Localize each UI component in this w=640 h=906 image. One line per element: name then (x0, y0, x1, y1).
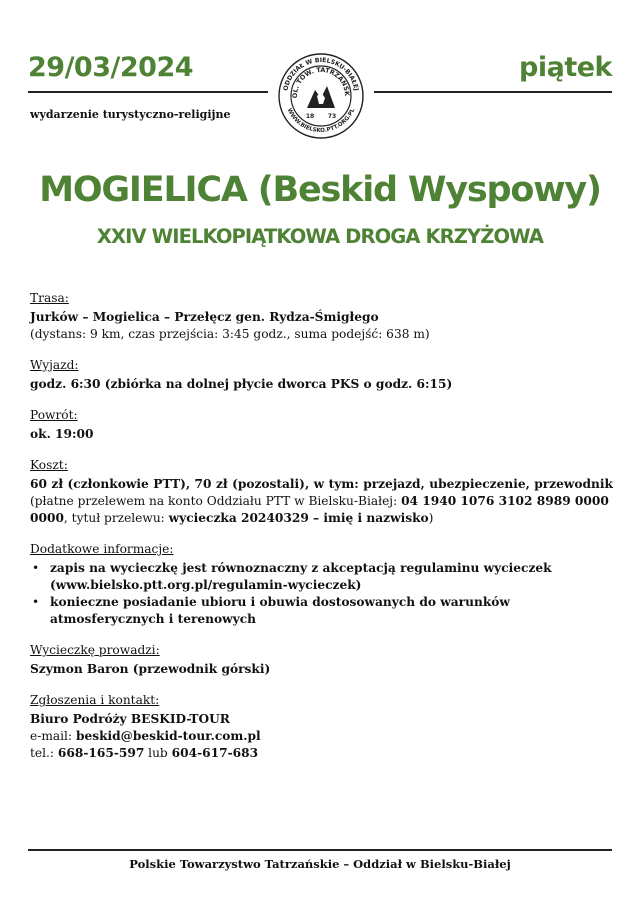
contact-phone-line (30, 745, 613, 762)
logo-ring-bottom: WWW.BIELSKO.PTT.ORG.PL (285, 107, 357, 135)
phone-number-2[interactable]: 604-617-683 (171, 746, 259, 760)
phone-label: tel.: (30, 746, 58, 760)
logo-year-left: 18 (305, 113, 315, 120)
section-route (30, 290, 613, 343)
section-additional-info (30, 541, 613, 628)
bullet-icon: • (32, 595, 40, 609)
bank-account-number: 04 1940 1076 3102 8989 0000 0000 (30, 494, 609, 525)
guide-name: Szymon Baron (przewodnik górski) (30, 662, 271, 676)
route-details: (dystans: 9 km, czas przejścia: 3:45 godz., suma podejść: 638 m) (30, 327, 430, 341)
logo-year-right: 73 (327, 113, 337, 120)
page-subtitle: XXIV WIELKOPIĄTKOWA DROGA KRZYŻOWA (96, 225, 544, 248)
cost-note-pre: (płatne przelewem na konto Oddziału PTT w Bielsku-Białej: (30, 494, 402, 508)
guide-label: Wycieczkę prowadzi: (30, 643, 160, 657)
header-rule-right (374, 91, 612, 93)
additional-info-list (30, 560, 613, 628)
cost-main: 60 zł (członkowie PTT), 70 zł (pozostali), w tym: przejazd, ubezpieczenie, przewodnik (30, 477, 613, 491)
contact-email-line (30, 728, 613, 745)
cost-note (30, 493, 613, 527)
event-type: wydarzenie turystyczno-religijne (30, 108, 231, 121)
section-contact (30, 692, 613, 762)
contact-label: Zgłoszenia i kontakt: (30, 693, 160, 707)
logo-ring-top: ODDZIAŁ W BIELSKU-BIAŁEJ (282, 56, 360, 92)
page-title: MOGIELICA (Beskid Wyspowy) (39, 170, 601, 210)
details-body (30, 290, 613, 776)
list-item (32, 560, 613, 594)
section-return (30, 407, 613, 443)
footer-text: Polskie Towarzystwo Tatrzańskie – Oddział w Bielsku-Białej (129, 857, 511, 871)
return-label: Powrót: (30, 408, 78, 422)
logo-inner-name: OL. TOW. TATRZAŃSK (290, 65, 352, 99)
list-item (32, 594, 613, 628)
cost-note-end: ) (428, 511, 434, 525)
route-text: Jurków – Mogielica – Przełęcz gen. Rydza-Śmigłego (30, 310, 379, 324)
ptt-seal-icon (277, 52, 365, 140)
phone-number-1[interactable]: 668-165-597 (57, 746, 145, 760)
return-text: ok. 19:00 (30, 427, 94, 441)
footer-rule (28, 849, 612, 851)
contact-office: Biuro Podróży BESKID-TOUR (30, 712, 230, 726)
transfer-title: wycieczka 20240329 – imię i nazwisko (168, 511, 429, 525)
section-cost (30, 457, 613, 527)
route-label: Trasa: (30, 291, 69, 305)
list-item-text: konieczne posiadanie ubioru i obuwia dostosowanych do warunków atmosferycznych i terenowych (50, 595, 510, 626)
email-address[interactable]: beskid@beskid-tour.com.pl (75, 729, 261, 743)
additional-info-label: Dodatkowe informacje: (30, 542, 174, 556)
bullet-icon: • (32, 561, 40, 575)
phone-separator: lub (144, 746, 172, 760)
departure-label: Wyjazd: (30, 358, 79, 372)
departure-text: godz. 6:30 (zbiórka na dolnej płycie dworca PKS o godz. 6:15) (30, 377, 453, 391)
event-date: 29/03/2024 (28, 52, 194, 83)
section-departure (30, 357, 613, 393)
cost-label: Koszt: (30, 458, 68, 472)
header-rule-left (28, 91, 268, 93)
email-label: e-mail: (30, 729, 76, 743)
section-guide (30, 642, 613, 678)
list-item-text: zapis na wycieczkę jest równoznaczny z akceptacją regulaminu wycieczek (www.bielsko.ptt.org.pl/regulamin-wycieczek) (50, 561, 552, 592)
cost-note-mid: , tytuł przelewu: (63, 511, 169, 525)
event-weekday: piątek (519, 52, 612, 83)
ptt-logo (277, 52, 365, 140)
